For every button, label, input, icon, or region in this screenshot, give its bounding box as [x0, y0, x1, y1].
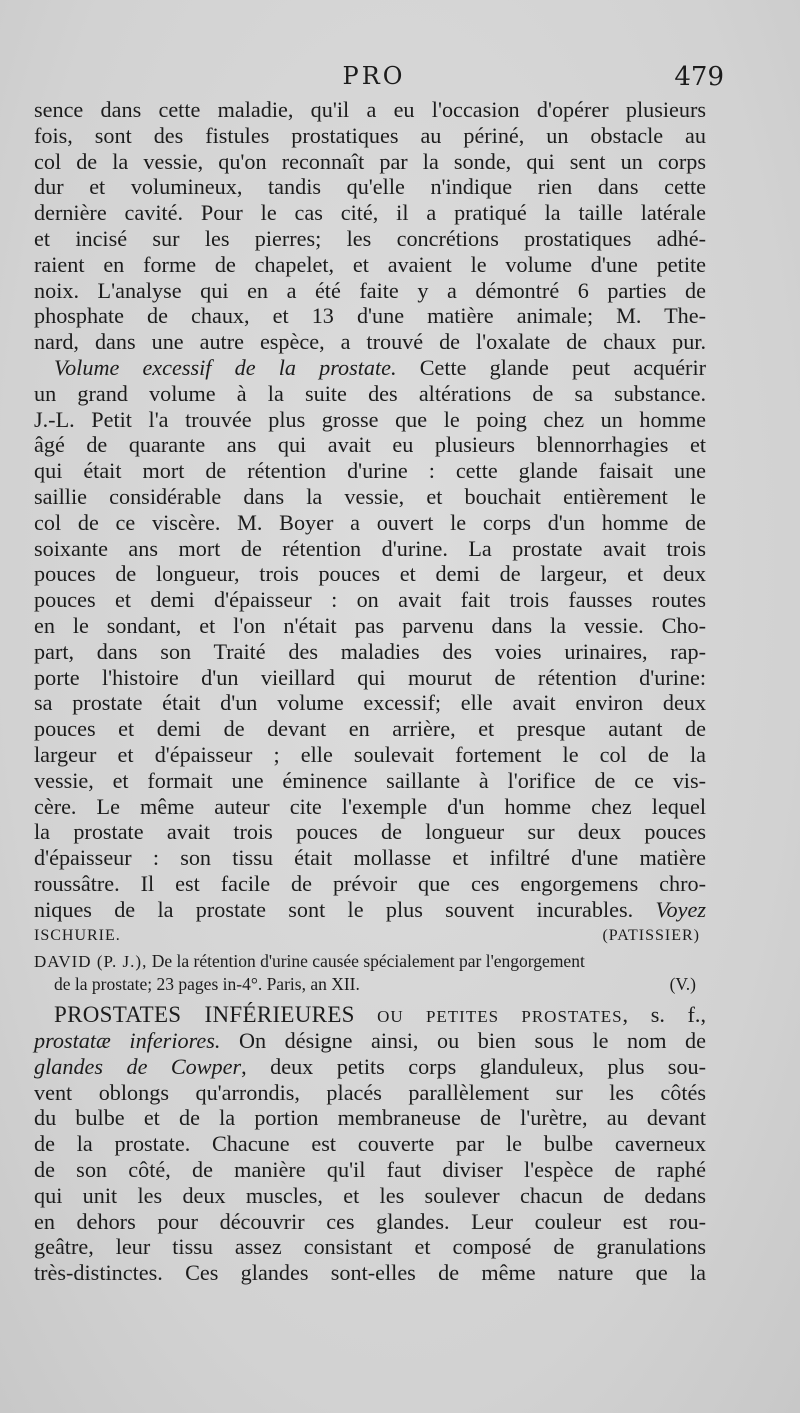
- text-line: noix. L'analyse qui en a été faite y a démontré 6 parties de: [34, 277, 706, 303]
- page-number: 479: [674, 62, 724, 92]
- text-line: dernière cavité. Pour le cas cité, il a pratiqué la taille latérale: [34, 200, 706, 226]
- bib-signature: (V.): [669, 974, 696, 995]
- text-run: On désigne ainsi, ou bien sous le nom de: [220, 1028, 707, 1054]
- page-header: [34, 62, 724, 98]
- entry-headword: PROSTATES INFÉRIEURES: [54, 1002, 355, 1028]
- text-line: [34, 1028, 706, 1054]
- section-lead: Volume excessif de la prostate.: [54, 354, 397, 380]
- text-line: vessie, et formait une éminence saillante à l'orifice de ce vis-: [34, 767, 706, 793]
- text-line: raient en forme de chapelet, et avaient le volume d'une petite: [34, 251, 706, 277]
- bib-details: de la prostate; 23 pages in-4°. Paris, an XII.: [54, 974, 360, 995]
- text-line: phosphate de chaux, et 13 d'une matière animale; M. The-: [34, 303, 706, 329]
- text-line: et incisé sur les pierres; les concrétions prostatiques adhé-: [34, 225, 706, 251]
- text-line: [34, 355, 706, 381]
- bibliography: [34, 950, 706, 996]
- entry-synonym: glandes de Cowper: [34, 1053, 242, 1079]
- bib-line: [34, 973, 706, 996]
- text-line: qui était mort de rétention d'urine : cette glande faisait une: [34, 458, 706, 484]
- cross-reference-target: ISCHURIE.: [34, 926, 121, 944]
- cross-reference: Voyez: [655, 896, 706, 922]
- text-line: sa prostate était d'un volume excessif; elle avait environ deux: [34, 690, 706, 716]
- text-line: [34, 897, 706, 923]
- text-line: dur et volumineux, tandis qu'elle n'indique rien dans cette: [34, 174, 706, 200]
- text-line: pouces de longueur, trois pouces et demi de largeur, et deux: [34, 561, 706, 587]
- text-line: geâtre, leur tissu assez consistant et composé de granulations: [34, 1234, 706, 1260]
- article-signature-line: [34, 923, 706, 949]
- text-line: nard, dans une autre espèce, a trouvé de l'oxalate de chaux pur.: [34, 329, 706, 355]
- entry-grammar: , s. f.,: [622, 1002, 706, 1028]
- text-line: largeur et d'épaisseur ; elle soulevait fortement le col de la: [34, 741, 706, 767]
- text-line: fois, sont des fistules prostatiques au périné, un obstacle au: [34, 122, 706, 148]
- text-line: cère. Le même auteur cite l'exemple d'un homme chez lequel: [34, 793, 706, 819]
- text-line: très-distinctes. Ces glandes sont-elles de même nature que la: [34, 1260, 706, 1286]
- text-line: un grand volume à la suite des altérations de sa substance.: [34, 380, 706, 406]
- text-line: roussâtre. Il est facile de prévoir que ces engorgemens chro-: [34, 870, 706, 896]
- paragraph-continued: [34, 97, 706, 355]
- text-line: pouces et demi d'épaisseur : on avait fait trois fausses routes: [34, 587, 706, 613]
- text-line: col de ce viscère. M. Boyer a ouvert le corps d'un homme de: [34, 509, 706, 535]
- text-line: saillie considérable dans la vessie, et bouchait entièrement le: [34, 483, 706, 509]
- entry-variant: OU PETITES PROSTATES: [354, 1007, 623, 1027]
- text-line: d'épaisseur : son tissu était mollasse et infiltré d'une matière: [34, 845, 706, 871]
- bib-title: De la rétention d'urine causée spécialement par l'engorgement: [147, 951, 585, 972]
- text-line: âgé de quarante ans qui avait eu plusieurs blennorrhagies et: [34, 432, 706, 458]
- running-head: PRO: [342, 62, 406, 90]
- text-run: niques de la prostate sont le plus souvent incurables.: [34, 896, 634, 922]
- text-line: [34, 1002, 706, 1028]
- text-line: col de la vessie, qu'on reconnaît par la sonde, qui sent un corps: [34, 148, 706, 174]
- text-line: en le sondant, et l'on n'était pas parvenu dans la vessie. Cho-: [34, 612, 706, 638]
- text-run: , deux petits corps glanduleux, plus sou-: [241, 1053, 706, 1079]
- entry-latin: prostatæ inferiores.: [34, 1028, 221, 1054]
- text-line: soixante ans mort de rétention d'urine. La prostate avait trois: [34, 535, 706, 561]
- dictionary-entry: [34, 1002, 706, 1286]
- author-signature: (PATISSIER): [602, 926, 700, 944]
- text-line: la prostate avait trois pouces de longueur sur deux pouces: [34, 819, 706, 845]
- text-line: de la prostate. Chacune est couverte par le bulbe caverneux: [34, 1131, 706, 1157]
- text-line: du bulbe et de la portion membraneuse de l'urètre, au devant: [34, 1105, 706, 1131]
- text-line: qui unit les deux muscles, et les soulever chacun de dedans: [34, 1182, 706, 1208]
- text-line: porte l'histoire d'un vieillard qui mourut de rétention d'urine:: [34, 664, 706, 690]
- text-line: part, dans son Traité des maladies des voies urinaires, rap-: [34, 638, 706, 664]
- paragraph-volume-excessif: [34, 355, 706, 923]
- text-line: J.-L. Petit l'a trouvée plus grosse que le poing chez un homme: [34, 406, 706, 432]
- text-run: Cette glande peut acquérir: [396, 354, 706, 380]
- text-line: en dehors pour découvrir ces glandes. Leur couleur est rou-: [34, 1208, 706, 1234]
- text-line: sence dans cette maladie, qu'il a eu l'occasion d'opérer plusieurs: [34, 97, 706, 122]
- page-body: [34, 97, 706, 1286]
- bib-line: [34, 950, 706, 973]
- text-line: [34, 1054, 706, 1080]
- text-line: pouces et demi de devant en arrière, et presque autant de: [34, 716, 706, 742]
- text-line: de son côté, de manière qu'il faut diviser l'espèce de raphé: [34, 1157, 706, 1183]
- bib-author: DAVID (P. J.),: [34, 952, 148, 972]
- text-line: vent oblongs qu'arrondis, placés parallèlement sur les côtés: [34, 1079, 706, 1105]
